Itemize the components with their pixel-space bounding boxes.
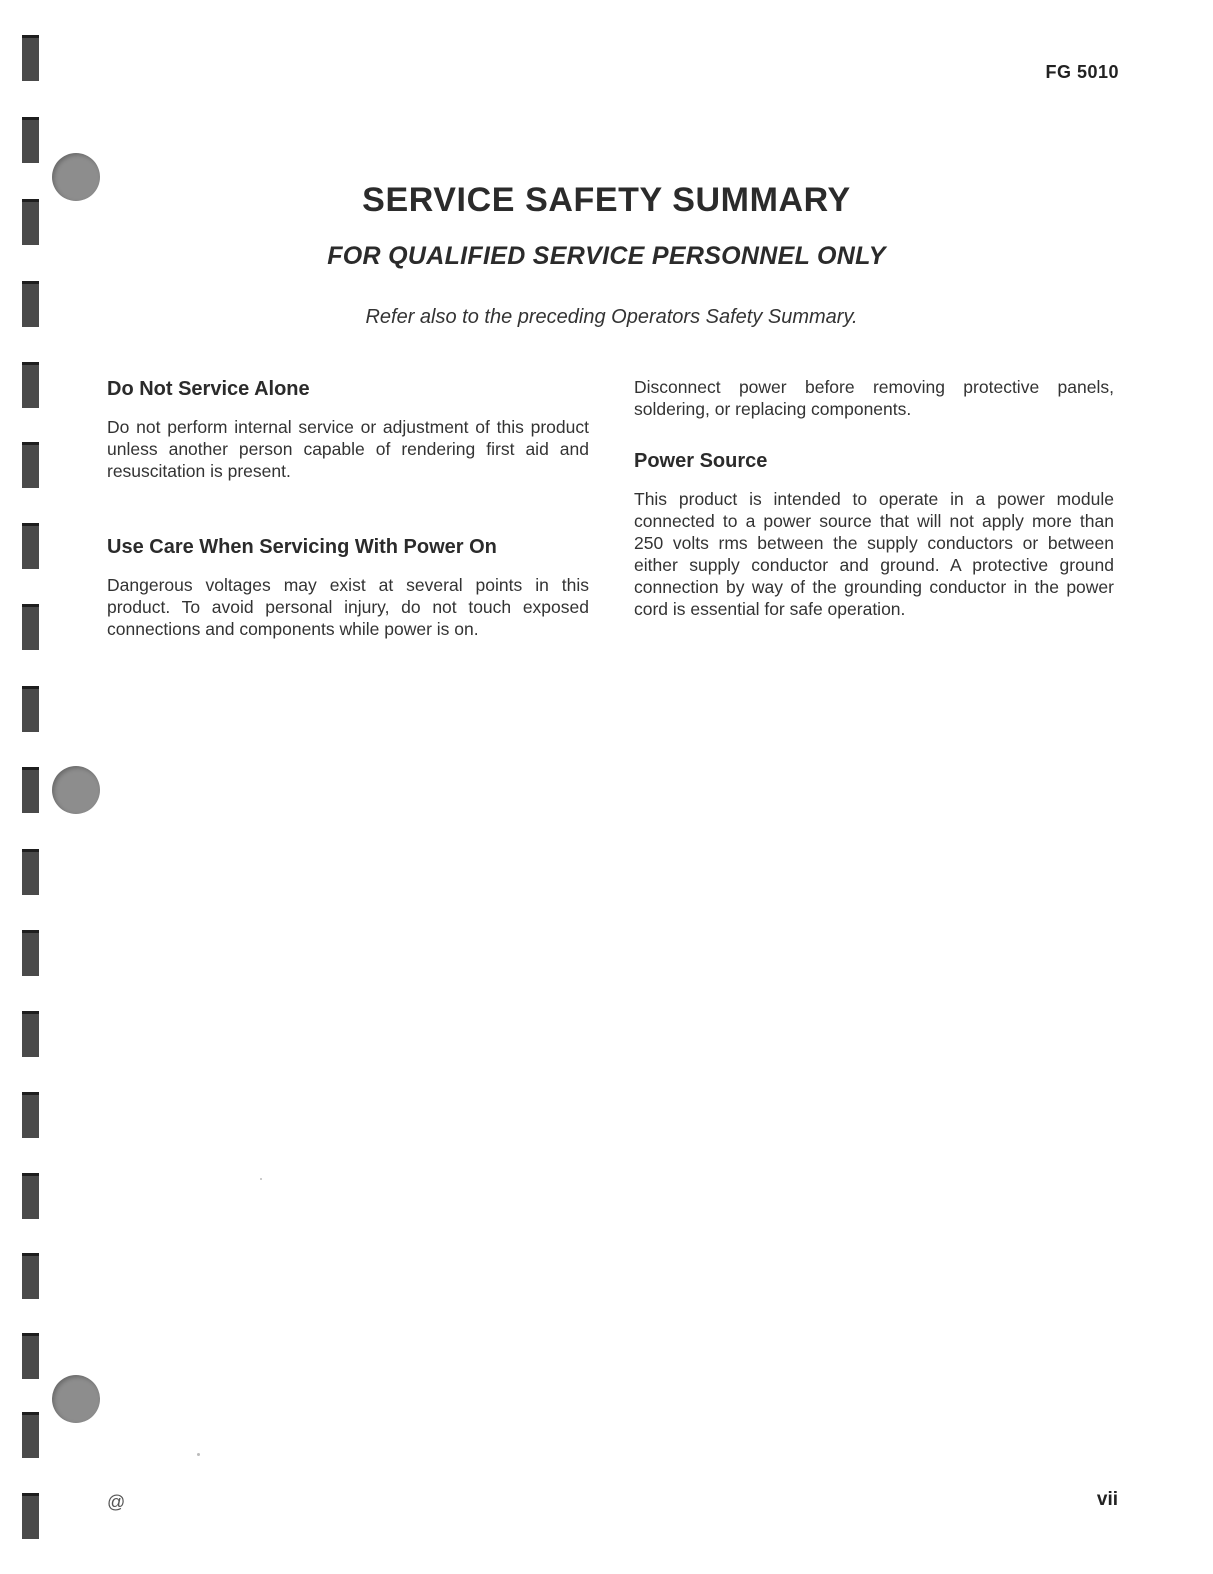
disconnect-power-paragraph: Disconnect power before removing protective panels, soldering, or replacing components. xyxy=(634,377,1114,419)
binder-slot xyxy=(22,1493,39,1539)
section-heading: Do Not Service Alone xyxy=(107,378,310,400)
page-subtitle: FOR QUALIFIED SERVICE PERSONNEL ONLY xyxy=(327,242,886,270)
section-use-care-power-on xyxy=(107,534,589,640)
section-body: Dangerous voltages may exist at several points in this product. To avoid personal injury, do not touch exposed connections and components while power is on. xyxy=(107,575,589,639)
section-heading: Power Source xyxy=(634,450,768,472)
paper-speck xyxy=(260,1178,262,1180)
punch-hole xyxy=(52,766,100,814)
binder-slot xyxy=(22,35,39,81)
binder-slot xyxy=(22,442,39,488)
section-heading: Use Care When Servicing With Power On xyxy=(107,536,497,558)
page-number: vii xyxy=(1096,1489,1118,1510)
binder-slot xyxy=(22,767,39,813)
binder-slot xyxy=(22,1173,39,1219)
binder-slot xyxy=(22,849,39,895)
binder-slot xyxy=(22,523,39,569)
section-power-source xyxy=(634,448,1114,620)
binder-slot xyxy=(22,1092,39,1138)
left-column xyxy=(107,376,589,640)
binder-slot xyxy=(22,1333,39,1379)
right-column xyxy=(634,376,1114,620)
binder-slot xyxy=(22,1253,39,1299)
binder-slot xyxy=(22,686,39,732)
binder-slot xyxy=(22,604,39,650)
footer-mark: @ xyxy=(107,1492,126,1512)
binder-slot xyxy=(22,117,39,163)
section-do-not-service-alone xyxy=(107,376,589,482)
binder-slot xyxy=(22,1412,39,1458)
document-code: FG 5010 xyxy=(1045,62,1119,82)
binder-slot xyxy=(22,930,39,976)
paper-speck xyxy=(197,1453,200,1456)
binder-slot xyxy=(22,1011,39,1057)
reference-note: Refer also to the preceding Operators Safety Summary. xyxy=(365,306,858,328)
punch-hole xyxy=(52,1375,100,1423)
section-body: Do not perform internal service or adjustment of this product unless another person capable of rendering first aid and resuscitation is present. xyxy=(107,417,589,481)
binder-edge xyxy=(0,0,60,1574)
binder-slot xyxy=(22,362,39,408)
page-title: SERVICE SAFETY SUMMARY xyxy=(362,181,851,219)
section-body: This product is intended to operate in a power module connected to a power source that will not apply more than 250 volts rms between the supply conductors or between either supply conductor and ground. A protective ground connection by way of the grounding conductor in the power cord is essential for safe operation. xyxy=(634,489,1114,619)
